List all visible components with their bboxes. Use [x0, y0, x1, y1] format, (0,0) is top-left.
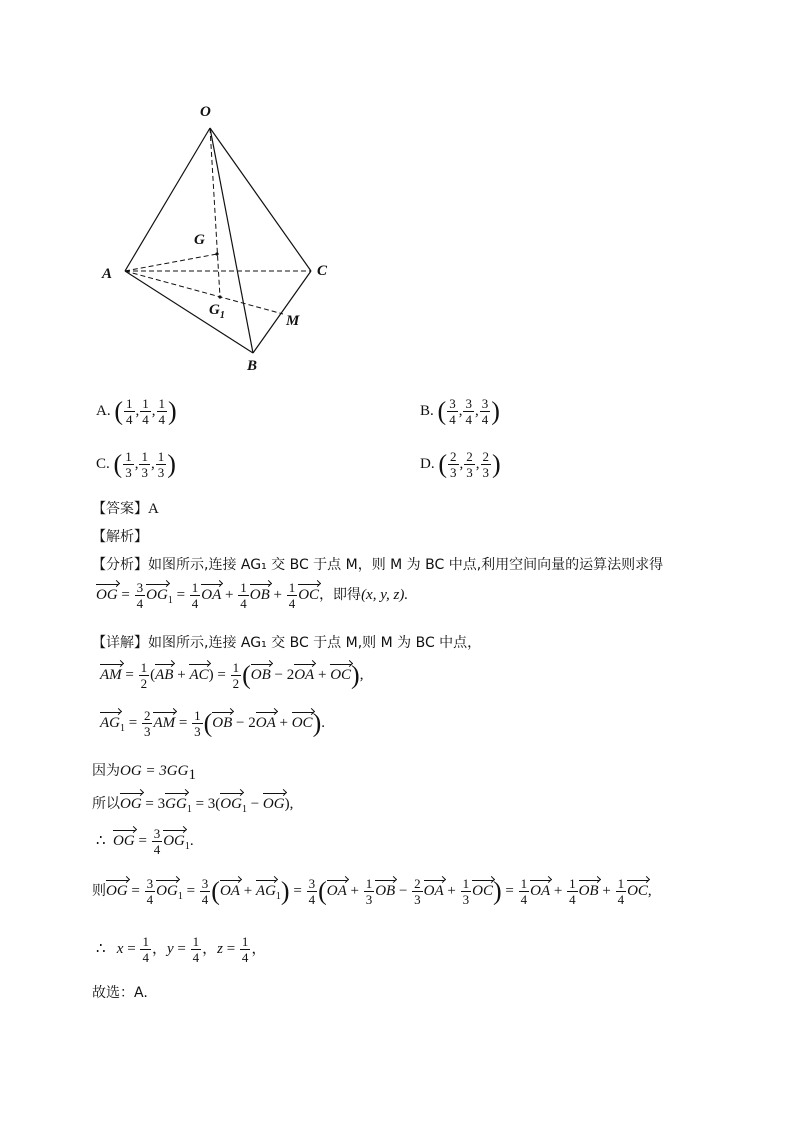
xyz-result: ∴ x = $\frac{1}{4}$ ，y = $\frac{1}{4}$ ，z = $\frac{1}{4}$ ， — [96, 934, 267, 965]
answer-line — [92, 498, 159, 518]
fenxi-equation: OG = $\frac{3}{4}$ $OG_1$ = $\frac{1}{4}$ OA + $\frac{1}{4}$ OB + $\frac{1}{4}$ OC，即得(x, y, z). — [96, 580, 409, 611]
detail-tag: 【详解】 — [92, 635, 148, 651]
detail-text: 如图所示,连接 AG₁ 交 BC 于点 M,则 M 为 BC 中点， — [148, 635, 482, 651]
analysis-tag: 【解析】 — [92, 529, 148, 545]
option-A[interactable]: A. ( $\frac{1}{4}$ , $\frac{1}{4}$ , $\frac{1}{4}$ ) — [96, 396, 177, 427]
option-B[interactable]: B. ( $\frac{3}{4}$ , $\frac{3}{4}$ , $\frac{3}{4}$ ) — [420, 396, 500, 427]
point-G1 — [218, 295, 221, 298]
edge-OC — [210, 128, 311, 271]
choose-line: 故选：A. — [92, 985, 148, 1001]
tetrahedron-figure — [0, 0, 794, 400]
label-O: O — [200, 104, 211, 120]
eq-AM: AM = $\frac{1}{2}$ (AB + AC) = $\frac{1}{2}$ (OB − 2OA + OC), — [100, 660, 364, 691]
answer-tag: 【答案】 — [92, 501, 148, 517]
therefore-OG: ∴ OG = $\frac{3}{4}$ $OG_1$. — [96, 826, 194, 857]
point-G — [215, 252, 218, 255]
line-AM-dashed — [125, 271, 283, 314]
fenxi-tag: 【分析】 — [92, 557, 148, 573]
edge-BC — [253, 271, 311, 353]
eq-AG1: $AG_1$ = $\frac{2}{3}$ AM = $\frac{1}{3}$ (OB − 2OA + OC). — [100, 708, 325, 739]
fenxi-text: 如图所示,连接 AG₁ 交 BC 于点 M，则 M 为 BC 中点,利用空间向量的运算法则求得 — [148, 557, 664, 573]
fenxi-line — [92, 554, 663, 574]
because-line: 因为OG = $3GG_1$ — [92, 763, 196, 783]
edge-AB — [125, 271, 253, 353]
label-G1: $G_1$ — [209, 302, 225, 321]
label-G: G — [194, 232, 205, 248]
label-A: A — [102, 266, 113, 282]
so-line: 所以OG = $3GG_1 = 3(OG_1 - OG)$, — [92, 796, 294, 815]
label-C: C — [317, 263, 328, 279]
line-AG-dashed — [125, 254, 217, 271]
edge-OA — [125, 128, 210, 271]
answer-value: A — [148, 501, 159, 517]
option-C[interactable]: C. ( $\frac{1}{3}$ , $\frac{1}{3}$ , $\frac{1}{3}$ ) — [96, 449, 176, 480]
label-B: B — [247, 358, 258, 374]
detail-line — [92, 632, 481, 652]
then-equation: 则OG = $\frac{3}{4}$ $OG_1$ = $\frac{3}{4}$ $(OA + AG_1)$ = $\frac{3}{4}$ (OA + $\frac{1}{3}$ OB − $\frac{2}{3}$ OA + $\frac{1}{3}$ OC) = $\frac{1}{4}$ OA + $\frac{1}{4}$ OB + $\frac{1}{4}$ OC, — [92, 876, 652, 907]
option-D[interactable]: D. ( $\frac{2}{3}$ , $\frac{2}{3}$ , $\frac{2}{3}$ ) — [420, 449, 501, 480]
label-M: M — [286, 313, 300, 329]
